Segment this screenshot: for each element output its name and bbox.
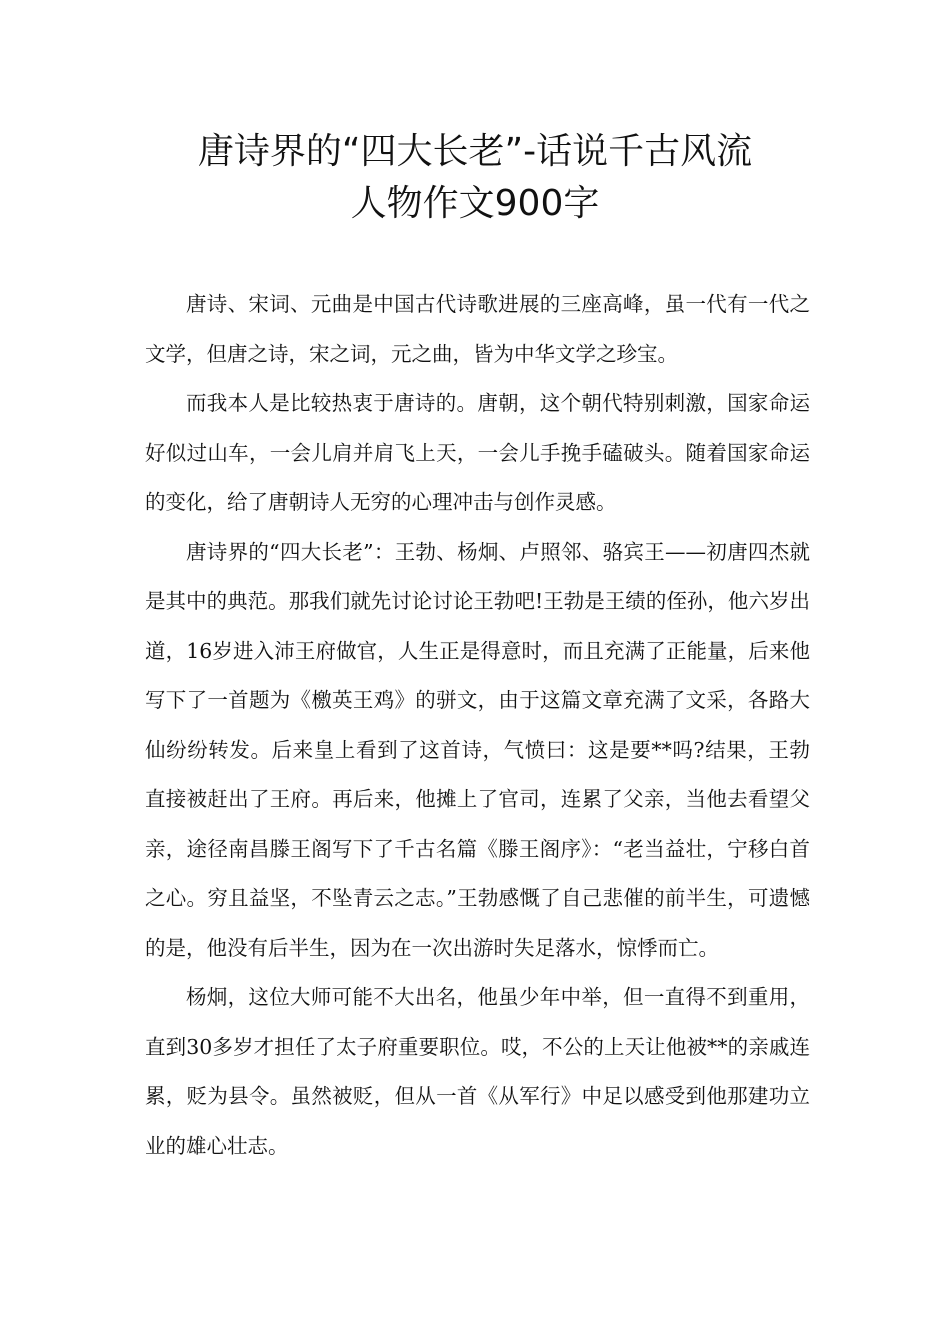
title-line-1: 唐诗界的“四大长老”-话说千古风流 (197, 131, 753, 172)
document-body (145, 280, 810, 1171)
paragraph-tang-dynasty: 而我本人是比较热衷于唐诗的。唐朝，这个朝代特别刺激，国家命运好似过山车，一会儿肩并肩飞上天，一会儿手挽手磕破头。随着国家命运的变化，给了唐朝诗人无穷的心理冲击与创作灵感。 (145, 391, 810, 514)
paragraph-yang-jiong: 杨炯，这位大师可能不大出名，他虽少年中举，但一直得不到重用，直到30多岁才担任了太子府重要职位。哎，不公的上天让他被**的亲戚连累，贬为县令。虽然被贬，但从一首《从军行》中足以感受到他那建功立业的雄心壮志。 (145, 985, 810, 1158)
paragraph-intro: 唐诗、宋词、元曲是中国古代诗歌进展的三座高峰，虽一代有一代之文学，但唐之诗，宋之词，元之曲，皆为中华文学之珍宝。 (145, 292, 810, 366)
title-line-2: 人物作文900字 (350, 183, 600, 224)
paragraph-wang-bo: 唐诗界的“四大长老”：王勃、杨炯、卢照邻、骆宾王——初唐四杰就是其中的典范。那我们就先讨论讨论王勃吧!王勃是王绩的侄孙，他六岁出道，16岁进入沛王府做官，人生正是得意时，而且充满了正能量，后来他写下了一首题为《檄英王鸡》的骈文，由于这篇文章充满了文采，各路大仙纷纷转发。后来皇上看到了这首诗，气愤曰：这是要**吗?结果，王勃直接被赶出了王府。再后来，他摊上了官司，连累了父亲，当他去看望父亲，途径南昌滕王阁写下了千古名篇《滕王阁序》：“老当益壮，宁移白首之心。穷且益坚，不坠青云之志。”王勃感慨了自己悲催的前半生，可遗憾的是，他没有后半生，因为在一次出游时失足落水，惊悸而亡。 (145, 539, 810, 960)
document-title (120, 126, 830, 230)
